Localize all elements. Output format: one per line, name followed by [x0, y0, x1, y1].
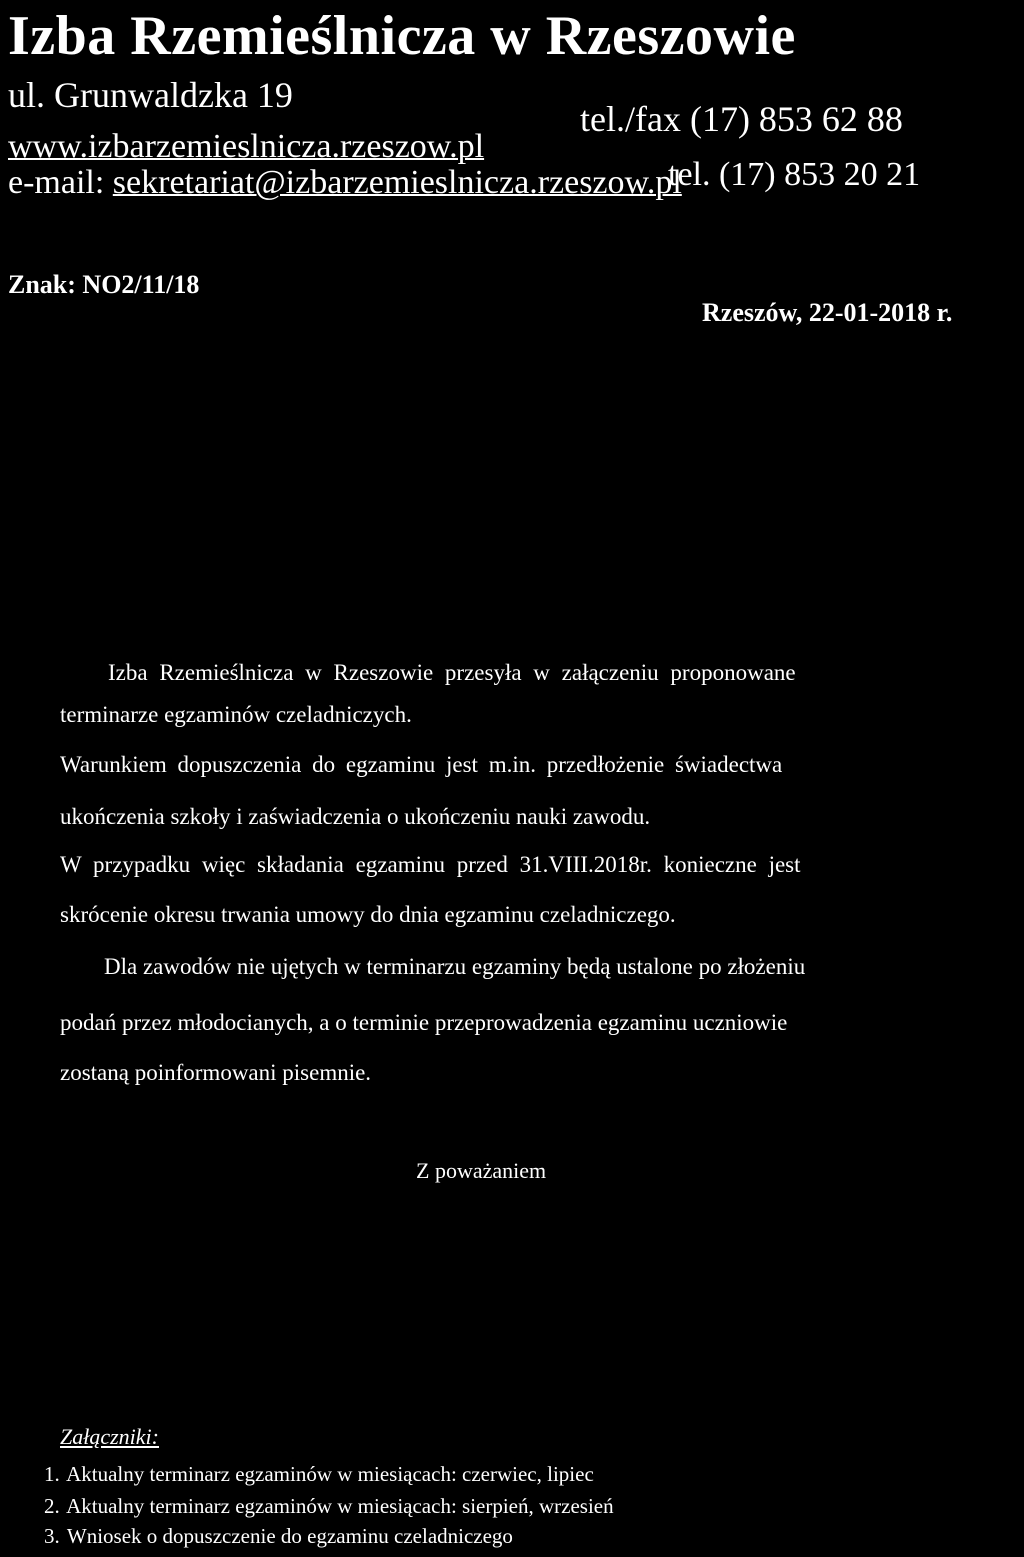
attachment-number: 1. [44, 1462, 60, 1486]
body-line: zostaną poinformowani pisemnie. [60, 1060, 372, 1085]
place-date: Rzeszów, 22-01-2018 r. [702, 298, 953, 327]
body-line: podań przez młodocianych, a o terminie przeprowadzenia egzaminu uczniowie [60, 1010, 788, 1035]
address: ul. Grunwaldzka 19 [8, 75, 293, 115]
phone: tel. (17) 853 20 21 [668, 156, 921, 193]
attachment-item [44, 1462, 594, 1487]
email-label: e-mail: [8, 164, 113, 201]
attachment-item [44, 1494, 614, 1519]
closing-salutation: Z poważaniem [416, 1158, 547, 1183]
organization-name: Izba Rzemieślnicza w Rzeszowie [8, 5, 796, 67]
attachment-text: Aktualny terminarz egzaminów w miesiącach: czerwiec, lipiec [66, 1462, 594, 1486]
attachment-item [44, 1524, 513, 1549]
body-line: W przypadku więc składania egzaminu przed 31.VIII.2018r. konieczne jest [60, 852, 801, 877]
attachments-label: Załączniki: [60, 1424, 159, 1449]
email-link[interactable]: sekretariat@izbarzemieslnicza.rzeszow.pl [112, 164, 682, 201]
phone-fax: tel./fax (17) 853 62 88 [580, 99, 903, 139]
attachment-text: Wniosek o dopuszczenie do egzaminu czeladniczego [66, 1524, 513, 1548]
body-line: ukończenia szkoły i zaświadczenia o ukończeniu nauki zawodu. [60, 804, 651, 829]
body-line: skrócenie okresu trwania umowy do dnia egzaminu czeladniczego. [60, 902, 676, 927]
attachment-number: 2. [44, 1494, 60, 1518]
attachment-number: 3. [44, 1524, 60, 1548]
body-line: Izba Rzemieślnicza w Rzeszowie przesyła w załączeniu proponowane [108, 660, 796, 685]
body-line: Warunkiem dopuszczenia do egzaminu jest m.in. przedłożenie świadectwa [60, 752, 783, 777]
website-link[interactable]: www.izbarzemieslnicza.rzeszow.pl [8, 128, 485, 165]
reference-number: Znak: NO2/11/18 [8, 270, 200, 299]
attachment-text: Aktualny terminarz egzaminów w miesiącach: sierpień, wrzesień [66, 1494, 614, 1518]
email-line [8, 164, 682, 202]
body-line: Dla zawodów nie ujętych w terminarzu egzaminy będą ustalone po złożeniu [104, 954, 806, 979]
body-line: terminarze egzaminów czeladniczych. [60, 702, 412, 727]
